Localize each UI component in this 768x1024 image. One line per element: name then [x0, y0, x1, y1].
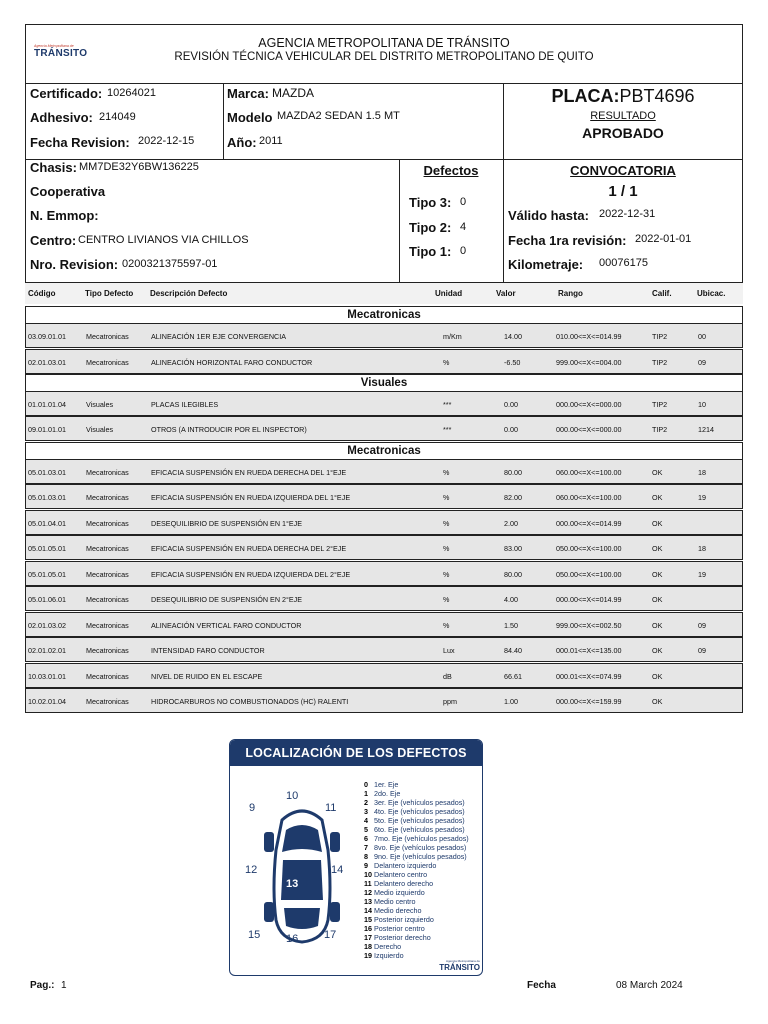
cell-ubicac: 09	[698, 646, 706, 655]
legend-item-label: Medio izquierdo	[374, 888, 425, 897]
cell-descripcion: ALINEACIÓN 1ER EJE CONVERGENCIA	[151, 332, 286, 341]
km-label: Kilometraje:	[508, 257, 584, 272]
nro-revision-label: Nro. Revision:	[30, 257, 119, 272]
cell-codigo: 05.01.05.01	[28, 570, 66, 579]
resultado-value: APROBADO	[582, 125, 664, 141]
legend-item-label: 2do. Eje	[374, 789, 401, 798]
cell-unidad: %	[443, 595, 450, 604]
cell-descripcion: EFICACIA SUSPENSIÓN EN RUEDA DERECHA DEL 2°EJE	[151, 544, 347, 553]
cell-calif: OK	[652, 468, 663, 477]
cell-calif: TIP2	[652, 400, 668, 409]
agency-logo-subtext: Agencia Metropolitana de	[34, 44, 74, 48]
cell-calif: OK	[652, 595, 663, 604]
legend-item-label: 4to. Eje (vehículos pesados)	[374, 807, 465, 816]
legend-item	[364, 906, 422, 915]
cell-rango: 999.00<=X<=004.00	[556, 358, 622, 367]
legend-item-label: 9no. Eje (vehículos pesados)	[374, 852, 467, 861]
cell-rango: 000.01<=X<=135.00	[556, 646, 622, 655]
legend-item-label: 1er. Eje	[374, 780, 399, 789]
legend-item-code: 5	[364, 825, 368, 834]
tipo3-label: Tipo 3:	[409, 195, 452, 210]
legend-item-code: 14	[364, 906, 372, 915]
cell-calif: OK	[652, 672, 663, 681]
cell-unidad: ***	[443, 400, 452, 409]
nro-revision-value: 0200321375597-01	[122, 258, 218, 270]
table-row	[25, 349, 743, 374]
legend-item-label: Medio centro	[374, 897, 416, 906]
legend-item-label: Delantero centro	[374, 870, 428, 879]
cell-descripcion: DESEQUILIBRIO DE SUSPENSIÓN EN 2°EJE	[151, 595, 303, 604]
legend-item	[364, 942, 401, 951]
cell-tipo: Mecatronicas	[86, 570, 129, 579]
cell-unidad: %	[443, 519, 450, 528]
resultado-label: RESULTADO	[590, 110, 656, 122]
loc-number: 12	[245, 864, 258, 876]
marca-label: Marca:	[227, 86, 269, 101]
cell-tipo: Mecatronicas	[86, 519, 129, 528]
cell-valor: 84.40	[504, 646, 522, 655]
section-title: Visuales	[25, 374, 743, 392]
legend-item-code: 9	[364, 861, 368, 870]
legend-item	[364, 843, 466, 852]
legend-item-label: Derecho	[374, 942, 402, 951]
km-value: 00076175	[599, 257, 648, 269]
placa-label: PLACA:	[551, 86, 620, 106]
section-title: Mecatronicas	[25, 442, 743, 460]
legend-item	[364, 852, 467, 861]
cell-valor: 0.00	[504, 425, 518, 434]
cell-valor: 14.00	[504, 332, 522, 341]
legend-item	[364, 924, 425, 933]
valido-label: Válido hasta:	[508, 208, 589, 223]
cell-descripcion: ALINEACIÓN VERTICAL FARO CONDUCTOR	[151, 621, 302, 630]
table-row	[25, 637, 743, 662]
loc-number: 9	[249, 802, 256, 814]
cell-ubicac: 19	[698, 570, 706, 579]
legend-logo-text: TRÁNSITO	[439, 963, 480, 972]
cell-unidad: dB	[443, 672, 452, 681]
cell-rango: 060.00<=X<=100.00	[556, 493, 622, 502]
cell-valor: 2.00	[504, 519, 518, 528]
cell-codigo: 02.01.02.01	[28, 646, 66, 655]
chasis-value: MM7DE32Y6BW136225	[79, 161, 199, 173]
cell-codigo: 02.01.03.02	[28, 621, 66, 630]
valido-value: 2022-12-31	[599, 208, 656, 220]
legend-item-code: 12	[364, 888, 372, 897]
legend-item-code: 17	[364, 933, 372, 942]
legend-item	[364, 879, 433, 888]
col-header-descripcion: Descripción Defecto	[150, 289, 228, 298]
agency-logo-text: TRÁNSITO	[34, 48, 88, 59]
cell-tipo: Mecatronicas	[86, 672, 129, 681]
legend-title: LOCALIZACIÓN DE LOS DEFECTOS	[230, 740, 482, 766]
cell-tipo: Mecatronicas	[86, 332, 129, 341]
table-row	[25, 561, 743, 586]
cell-codigo: 02.01.03.01	[28, 358, 66, 367]
cell-calif: OK	[652, 519, 663, 528]
marca-value: MAZDA	[272, 86, 314, 100]
cell-calif: OK	[652, 621, 663, 630]
legend-item-code: 4	[364, 816, 368, 825]
cell-descripcion: OTROS (A INTRODUCIR POR EL INSPECTOR)	[151, 425, 307, 434]
cell-codigo: 05.01.06.01	[28, 595, 66, 604]
chasis-label: Chasis:	[30, 160, 77, 175]
legend-item-code: 11	[364, 879, 372, 888]
legend-item-label: Izquierdo	[374, 951, 404, 960]
loc-number: 14	[331, 864, 344, 876]
legend-item-code: 6	[364, 834, 368, 843]
cell-unidad: %	[443, 544, 450, 553]
fecha1ra-label: Fecha 1ra revisión:	[508, 233, 627, 248]
tipo3-value: 0	[460, 196, 467, 208]
tipo2-label: Tipo 2:	[409, 220, 452, 235]
agency-subtitle: REVISIÓN TÉCNICA VEHICULAR DEL DISTRITO METROPOLITANO DE QUITO	[174, 51, 594, 63]
loc-number: 15	[248, 929, 261, 941]
loc-number: 17	[324, 929, 337, 941]
cell-ubicac: 19	[698, 493, 706, 502]
table-row	[25, 612, 743, 637]
cell-valor: 1.50	[504, 621, 518, 630]
convocatoria-label: CONVOCATORIA	[570, 163, 676, 178]
placa-value: PBT4696	[619, 86, 695, 106]
tipo1-value: 0	[460, 245, 467, 257]
cell-unidad: Lux	[443, 646, 455, 655]
cell-calif: OK	[652, 493, 663, 502]
legend-item-label: Posterior izquierdo	[374, 915, 434, 924]
convocatoria-value: 1 / 1	[608, 183, 638, 200]
fecha-revision-value: 2022-12-15	[138, 135, 195, 147]
cell-valor: 1.00	[504, 697, 518, 706]
legend-item	[364, 915, 434, 924]
cell-rango: 050.00<=X<=100.00	[556, 570, 622, 579]
fecha1ra-value: 2022-01-01	[635, 233, 692, 245]
cell-calif: OK	[652, 697, 663, 706]
col-header-tipo: Tipo Defecto	[85, 289, 134, 298]
fecha-revision-label: Fecha Revision:	[30, 135, 130, 150]
cell-rango: 999.00<=X<=002.50	[556, 621, 622, 630]
cell-unidad: m/Km	[443, 332, 462, 341]
cell-calif: OK	[652, 544, 663, 553]
cell-unidad: ppm	[443, 697, 457, 706]
divider	[25, 159, 743, 160]
cell-rango: 000.00<=X<=014.99	[556, 519, 622, 528]
cell-valor: 80.00	[504, 468, 522, 477]
legend-item-code: 0	[364, 780, 368, 789]
table-row	[25, 535, 743, 560]
cell-valor: 83.00	[504, 544, 522, 553]
cell-calif: OK	[652, 646, 663, 655]
cell-tipo: Mecatronicas	[86, 697, 129, 706]
placa	[503, 86, 743, 107]
cell-tipo: Mecatronicas	[86, 468, 129, 477]
page-number: 1	[61, 980, 67, 991]
legend-item	[364, 825, 465, 834]
cell-codigo: 05.01.04.01	[28, 519, 66, 528]
legend-item-label: Medio derecho	[374, 906, 422, 915]
col-header-rango: Rango	[558, 289, 583, 298]
cell-ubicac: 10	[698, 400, 706, 409]
cooperativa-label: Cooperativa	[30, 184, 106, 199]
section-title: Mecatronicas	[25, 306, 743, 324]
loc-number: 10	[286, 790, 299, 802]
cell-ubicac: 09	[698, 358, 706, 367]
cell-tipo: Mecatronicas	[86, 358, 129, 367]
legend-item-code: 3	[364, 807, 368, 816]
cell-codigo: 01.01.01.04	[28, 400, 66, 409]
cell-ubicac: 18	[698, 544, 706, 553]
cell-rango: 010.00<=X<=014.99	[556, 332, 622, 341]
table-row	[25, 484, 743, 509]
table-row	[25, 663, 743, 688]
cell-codigo: 03.09.01.01	[28, 332, 66, 341]
legend-item-code: 8	[364, 852, 368, 861]
legend-item-code: 1	[364, 789, 368, 798]
certificado-value: 10264021	[107, 87, 156, 99]
loc-number: 13	[286, 878, 299, 890]
cell-tipo: Mecatronicas	[86, 493, 129, 502]
legend-item-code: 18	[364, 942, 372, 951]
legend-item	[364, 933, 431, 942]
cell-unidad: %	[443, 570, 450, 579]
modelo-label: Modelo	[227, 110, 273, 125]
legend-item	[364, 780, 398, 789]
legend-item-label: Delantero izquierdo	[374, 861, 437, 870]
cell-tipo: Mecatronicas	[86, 544, 129, 553]
legend-item	[364, 789, 400, 798]
legend-item	[364, 798, 465, 807]
col-header-unidad: Unidad	[435, 289, 463, 298]
centro-label: Centro:	[30, 233, 77, 248]
page-label: Pag.:	[30, 980, 55, 991]
legend-item-label: 5to. Eje (vehículos pesados)	[374, 816, 465, 825]
cell-ubicac: 18	[698, 468, 706, 477]
emmop-label: N. Emmop:	[30, 208, 99, 223]
cell-calif: OK	[652, 570, 663, 579]
cell-descripcion: PLACAS ILEGIBLES	[151, 400, 219, 409]
col-header-codigo: Código	[28, 289, 56, 298]
cell-descripcion: DESEQUILIBRIO DE SUSPENSIÓN EN 1°EJE	[151, 519, 303, 528]
anio-label: Año:	[227, 135, 257, 150]
legend-item	[364, 834, 469, 843]
table-row	[25, 586, 743, 611]
fecha-label: Fecha	[527, 980, 556, 991]
legend-item-code: 19	[364, 951, 372, 960]
cell-tipo: Mecatronicas	[86, 646, 129, 655]
cell-ubicac: 00	[698, 332, 706, 341]
cell-rango: 050.00<=X<=100.00	[556, 544, 622, 553]
cell-tipo: Visuales	[86, 425, 114, 434]
legend-item-label: 8vo. Eje (vehículos pesados)	[374, 843, 467, 852]
cell-codigo: 09.01.01.01	[28, 425, 66, 434]
legend-logo-subtext: Agencia Metropolitana de	[445, 959, 480, 963]
defectos-label: Defectos	[423, 163, 479, 178]
cell-tipo: Mecatronicas	[86, 595, 129, 604]
cell-ubicac: 1214	[698, 425, 714, 434]
divider	[223, 83, 224, 160]
cell-descripcion: HIDROCARBUROS NO COMBUSTIONADOS (HC) RALENTI	[151, 697, 349, 706]
legend-item	[364, 897, 416, 906]
legend-item-label: 7mo. Eje (vehículos pesados)	[374, 834, 469, 843]
cell-unidad: ***	[443, 425, 452, 434]
legend-item-label: 6to. Eje (vehículos pesados)	[374, 825, 465, 834]
legend-item-label: Posterior centro	[374, 924, 425, 933]
cell-valor: 4.00	[504, 595, 518, 604]
cell-rango: 060.00<=X<=100.00	[556, 468, 622, 477]
legend-logo	[430, 959, 480, 972]
col-header-ubicac: Ubicac.	[697, 289, 726, 298]
cell-rango: 000.00<=X<=000.00	[556, 400, 622, 409]
centro-value: CENTRO LIVIANOS VIA CHILLOS	[78, 234, 249, 246]
cell-descripcion: INTENSIDAD FARO CONDUCTOR	[151, 646, 265, 655]
cell-codigo: 05.01.05.01	[28, 544, 66, 553]
legend-item-code: 16	[364, 924, 372, 933]
cell-valor: 80.00	[504, 570, 522, 579]
cell-calif: TIP2	[652, 425, 668, 434]
cell-codigo: 10.03.01.01	[28, 672, 66, 681]
loc-number: 11	[325, 802, 337, 814]
legend-item	[364, 951, 404, 960]
cell-descripcion: EFICACIA SUSPENSIÓN EN RUEDA DERECHA DEL 1°EJE	[151, 468, 347, 477]
adhesivo-label: Adhesivo:	[30, 110, 93, 125]
cell-codigo: 05.01.03.01	[28, 468, 66, 477]
table-row	[25, 323, 743, 348]
modelo-value: MAZDA2 SEDAN 1.5 MT	[277, 110, 400, 122]
tipo1-label: Tipo 1:	[409, 244, 452, 259]
cell-unidad: %	[443, 468, 450, 477]
cell-descripcion: ALINEACIÓN HORIZONTAL FARO CONDUCTOR	[151, 358, 313, 367]
table-row	[25, 459, 743, 484]
loc-number: 16	[286, 933, 299, 945]
table-row	[25, 416, 743, 441]
cell-codigo: 05.01.03.01	[28, 493, 66, 502]
legend-item-code: 7	[364, 843, 368, 852]
table-row	[25, 510, 743, 535]
legend-item	[364, 816, 465, 825]
col-header-calif: Calif.	[652, 289, 672, 298]
agency-title: AGENCIA METROPOLITANA DE TRÁNSITO	[258, 36, 510, 50]
cell-calif: TIP2	[652, 358, 668, 367]
legend-item	[364, 861, 436, 870]
cell-descripcion: EFICACIA SUSPENSIÓN EN RUEDA IZQUIERDA DEL 1°EJE	[151, 493, 351, 502]
legend-item	[364, 888, 425, 897]
fecha-value: 08 March 2024	[616, 980, 683, 991]
cell-rango: 000.01<=X<=074.99	[556, 672, 622, 681]
cell-rango: 000.00<=X<=014.99	[556, 595, 622, 604]
cell-valor: -6.50	[504, 358, 521, 367]
cell-unidad: %	[443, 621, 450, 630]
table-row	[25, 688, 743, 713]
table-row	[25, 391, 743, 416]
cell-valor: 66.61	[504, 672, 522, 681]
cell-calif: TIP2	[652, 332, 668, 341]
certificado-label: Certificado:	[30, 86, 103, 101]
cell-rango: 000.00<=X<=000.00	[556, 425, 622, 434]
cell-unidad: %	[443, 358, 450, 367]
legend-item-label: Posterior derecho	[374, 933, 431, 942]
legend-item-code: 15	[364, 915, 372, 924]
legend-item-label: 3er. Eje (vehículos pesados)	[374, 798, 465, 807]
legend-item-code: 13	[364, 897, 372, 906]
cell-codigo: 10.02.01.04	[28, 697, 66, 706]
tipo2-value: 4	[460, 221, 467, 233]
legend-item	[364, 807, 465, 816]
cell-valor: 0.00	[504, 400, 518, 409]
legend-item	[364, 870, 427, 879]
col-header-valor: Valor	[496, 289, 516, 298]
adhesivo-value: 214049	[99, 111, 136, 123]
cell-descripcion: EFICACIA SUSPENSIÓN EN RUEDA IZQUIERDA DEL 2°EJE	[151, 570, 351, 579]
legend-item-label: Delantero derecho	[374, 879, 434, 888]
cell-tipo: Mecatronicas	[86, 621, 129, 630]
cell-ubicac: 09	[698, 621, 706, 630]
legend-item-code: 10	[364, 870, 372, 879]
legend-item-code: 2	[364, 798, 368, 807]
cell-descripcion: NIVEL DE RUIDO EN EL ESCAPE	[151, 672, 263, 681]
cell-unidad: %	[443, 493, 450, 502]
cell-tipo: Visuales	[86, 400, 114, 409]
anio-value: 2011	[259, 135, 283, 147]
cell-valor: 82.00	[504, 493, 522, 502]
defect-location-legend	[229, 739, 483, 976]
cell-rango: 000.00<=X<=159.99	[556, 697, 622, 706]
